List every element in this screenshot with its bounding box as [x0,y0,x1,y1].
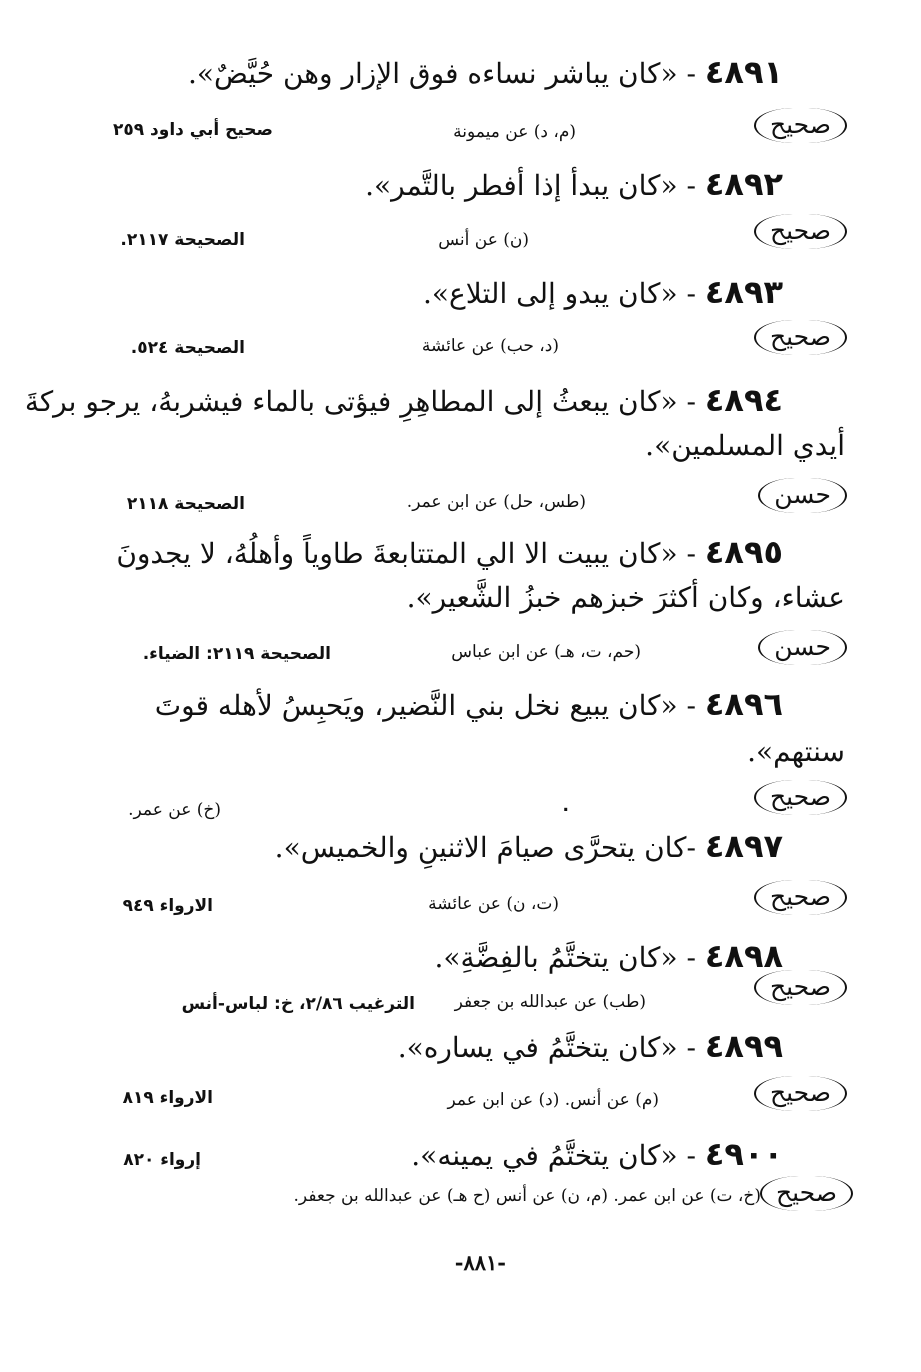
reference-text: صحيح أبي داود ٢٥٩ [112,120,273,140]
source-text: (م، د) عن ميمونة [453,122,576,142]
hadith-number: ٤٨٩٩ [704,1027,783,1065]
source-text: (خ، ت) عن ابن عمر. (م، ن) عن أنس (ح هـ) عن عبدالله بن جعفر. [293,1186,761,1206]
grade-badge: صحيح [760,1176,853,1211]
grade-badge: صحيح [754,1076,847,1111]
hadith-continuation: أيدي المسلمين». [645,429,845,462]
source-text: (حم، ت، هـ) عن ابن عباس [451,642,641,662]
reference-text: الصحيحة ٢١١٧. [120,230,245,250]
hadith-text: ٤٨٩٤ - «كان يبعثُ إلى المطاهِرِ فيؤتى بالماء فيشربهُ، يرجو بركةَ [24,381,783,419]
source-text: (طس، حل) عن ابن عمر. [406,492,586,512]
source-text: (ت، ن) عن عائشة [428,894,559,914]
grade-badge: صحيح [754,880,847,915]
hadith-continuation: عشاء، وكان أكثرَ خبزهم خبزُ الشَّعير». [406,581,845,614]
hadith-number: ٤٩٠٠ [704,1135,783,1173]
source-text: (ن) عن أنس [438,230,529,250]
grade-badge: صحيح [754,108,847,143]
hadith-text: ٤٨٩٧ -كان يتحرَّى صيامَ الاثنينِ والخميس». [274,827,783,865]
grade-badge: صحيح [754,214,847,249]
reference-text: الصحيحة ٢١١٨ [126,494,245,514]
grade-badge: صحيح [754,320,847,355]
source-text: (د، حب) عن عائشة [421,336,559,356]
grade-badge: حسن [758,478,847,513]
hadith-text: ٤٨٩٦ - «كان يبيع نخل بني النَّضير، ويَحبِسُ لأهله قوتَ [154,685,783,723]
grade-badge: صحيح [754,780,847,815]
hadith-number: ٤٨٩٧ [704,827,783,865]
source-text: (طب) عن عبدالله بن جعفر [454,992,646,1012]
hadith-number: ٤٨٩٤ [704,381,783,419]
reference-text: الارواء ٩٤٩ [122,896,213,916]
hadith-text: ٤٨٩٩ - «كان يتختَّمُ في يساره». [397,1027,783,1065]
hadith-number: ٤٨٩٥ [704,533,783,571]
reference-text: الارواء ٨١٩ [122,1088,213,1108]
hadith-number: ٤٨٩٦ [704,685,783,723]
hadith-continuation: سنتهم». [747,735,845,768]
source-text: (خ) عن عمر. [128,800,221,820]
reference-text: الصحيحة ٥٢٤. [130,338,245,358]
hadith-number: ٤٨٩٢ [704,165,783,203]
hadith-number: ٤٨٩١ [704,53,783,91]
source-text: (م) عن أنس. (د) عن ابن عمر [447,1090,659,1110]
hadith-text: ٤٨٩٢ - «كان يبدأ إذا أفطر بالتَّمر». [365,165,783,203]
hadith-text: ٤٩٠٠ - «كان يتختَّمُ في يمينه». [411,1135,783,1173]
hadith-number: ٤٨٩٣ [704,273,783,311]
reference-text: . [562,796,569,816]
grade-badge: صحيح [754,970,847,1005]
reference-text: الصحيحة ٢١١٩: الضياء. [142,644,331,664]
reference-text: الترغيب ٢/٨٦، خ: لباس-أنس [181,994,415,1014]
hadith-text: ٤٨٩٥ - «كان يبيت الا الي المتتابعةَ طاوياً وأهلُهُ، لا يجدونَ [116,533,783,571]
grade-badge: حسن [758,630,847,665]
hadith-text: ٤٨٩١ - «كان يباشر نساءه فوق الإزار وهن حُيَّضٌ». [187,53,783,91]
reference-text: إرواء ٨٢٠ [123,1150,201,1170]
hadith-text: ٤٨٩٨ - «كان يتختَّمُ بالفِضَّةِ». [434,937,783,975]
hadith-number: ٤٨٩٨ [704,937,783,975]
hadith-text: ٤٨٩٣ - «كان يبدو إلى التلاع». [423,273,783,311]
page-number: -٨٨١- [454,1250,506,1275]
